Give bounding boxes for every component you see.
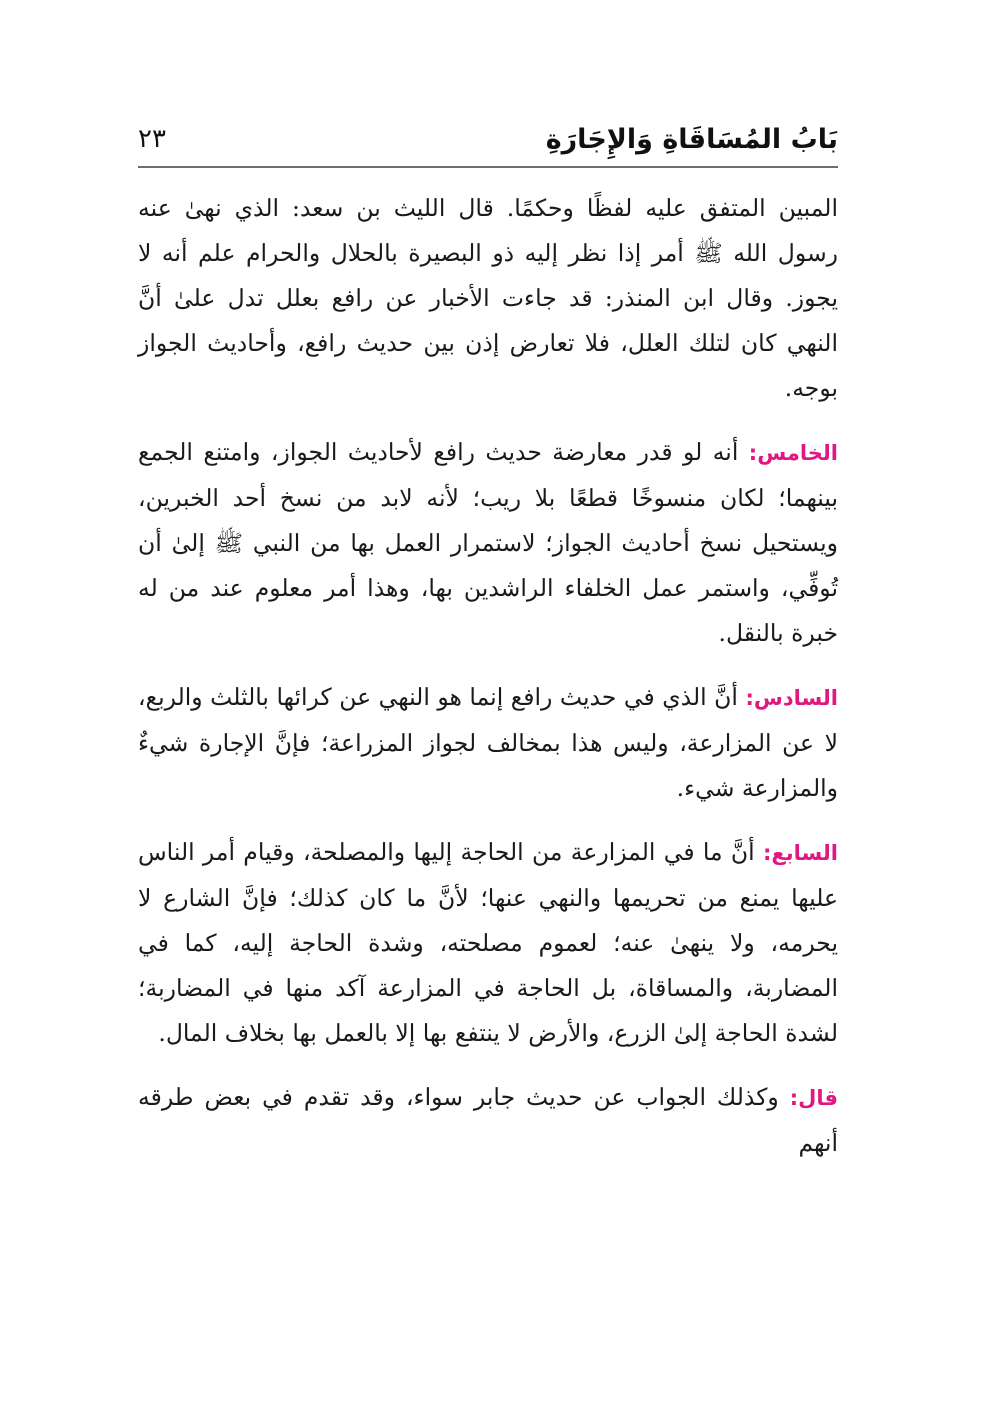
paragraph-seventh	[138, 830, 838, 1056]
section-label-sixth: السادس:	[745, 686, 838, 710]
section-label-fifth: الخامس:	[748, 441, 838, 465]
body-text	[138, 186, 838, 1185]
paragraph-qala	[138, 1075, 838, 1166]
running-header	[138, 118, 838, 164]
paragraph-text: المبين المتفق عليه لفظًا وحكمًا. قال الليث بن سعد: الذي نهىٰ عنه رسول الله ﷺ أمر إذا نظر إليه ذو البصيرة بالحلال والحرام علم أنه لا يجوز. وقال ابن المنذر: قد جاءت الأخبار عن رافع بعلل تدل علىٰ أنَّ النهي كان لتلك العلل، فلا تعارض إذن بين حديث رافع، وأحاديث الجواز بوجه.	[138, 194, 838, 402]
section-label-qala: قال:	[789, 1086, 838, 1110]
paragraph-fifth	[138, 430, 838, 656]
chapter-title: بَابُ المُسَاقَاةِ وَالإِجَارَةِ	[545, 124, 838, 155]
page-number: ٢٣	[138, 124, 166, 154]
paragraph-text: أنه لو قدر معارضة حديث رافع لأحاديث الجواز، وامتنع الجمع بينهما؛ لكان منسوخًا قطعًا بلا ريب؛ لأنه لابد من نسخ أحد الخبرين، ويستحيل نسخ أحاديث الجواز؛ لاستمرار العمل بها من النبي ﷺ إلىٰ أن تُوفِّي، واستمر عمل الخلفاء الراشدين بها، وهذا أمر معلوم عند من له خبرة بالنقل.	[138, 438, 838, 647]
paragraph-text: أنَّ الذي في حديث رافع إنما هو النهي عن كرائها بالثلث والربع، لا عن المزارعة، وليس هذا بمخالف لجواز المزراعة؛ فإنَّ الإجارة شيءٌ والمزارعة شيء.	[138, 683, 838, 802]
paragraph-text: أنَّ ما في المزارعة من الحاجة إليها والمصلحة، وقيام أمر الناس عليها يمنع من تحريمها والنهي عنها؛ لأنَّ ما كان كذلك؛ فإنَّ الشارع لا يحرمه، ولا ينهىٰ عنه؛ لعموم مصلحته، وشدة الحاجة إليه، كما في المضاربة، والمساقاة، بل الحاجة في المزارعة آكد منها في المضاربة؛ لشدة الحاجة إلىٰ الزرع، والأرض لا ينتفع بها إلا بالعمل بها بخلاف المال.	[138, 838, 838, 1047]
header-divider	[138, 166, 838, 168]
paragraph-continuation	[138, 186, 838, 411]
paragraph-text: وكذلك الجواب عن حديث جابر سواء، وقد تقدم في بعض طرقه أنهم	[138, 1083, 838, 1157]
paragraph-sixth	[138, 675, 838, 811]
section-label-seventh: السابع:	[763, 841, 838, 865]
